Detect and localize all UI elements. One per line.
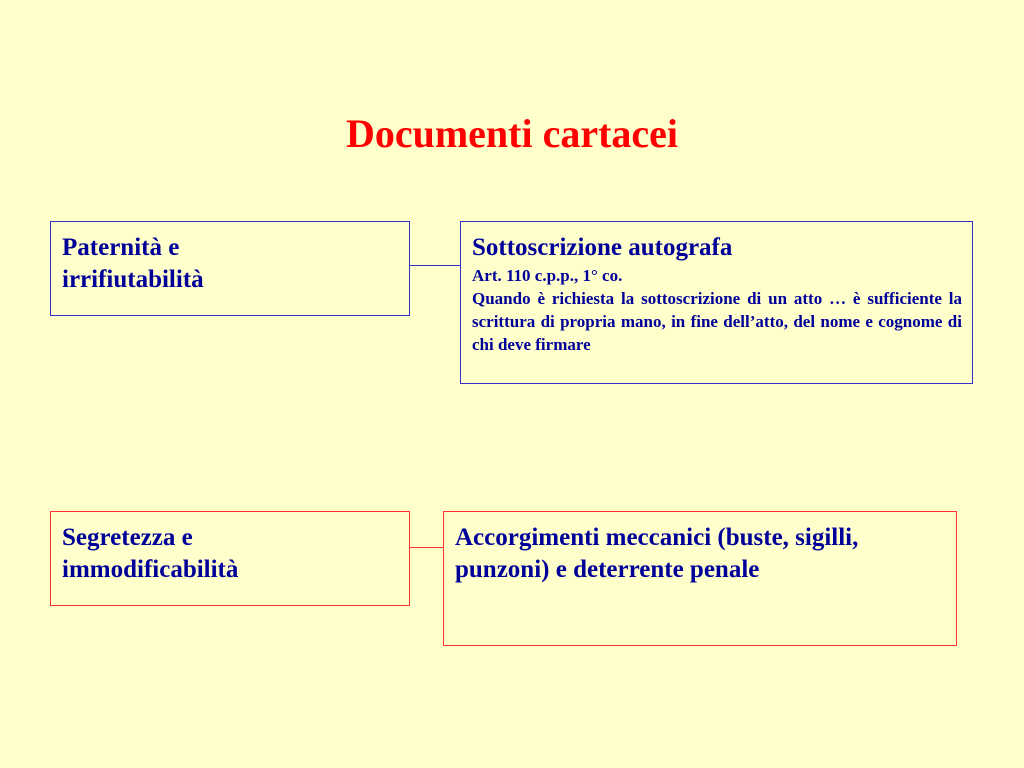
paternita-line-2: irrifiutabilità	[62, 266, 204, 293]
accorgimenti-text: Accorgimenti meccanici (buste, sigilli, punzoni) e deterrente penale	[455, 524, 859, 583]
segretezza-box	[50, 511, 410, 606]
sottoscrizione-text: Quando è richiesta la sottoscrizione di un atto … è sufficiente la scrittura di propria mano, in fine dell’atto, del nome e cognome di chi deve firmare	[472, 289, 962, 354]
paternita-line-1: Paternità e	[62, 234, 180, 261]
segretezza-line-1: Segretezza e	[62, 524, 193, 551]
accorgimenti-box	[443, 511, 957, 646]
sottoscrizione-heading: Sottoscrizione autografa	[472, 234, 733, 261]
sottoscrizione-box	[460, 221, 973, 384]
slide-title: Documenti cartacei	[345, 111, 679, 156]
segretezza-line-2: immodificabilità	[62, 556, 239, 583]
connector-line-top	[410, 265, 460, 266]
connector-line-bottom	[410, 547, 443, 548]
sottoscrizione-article: Art. 110 c.p.p., 1° co.	[472, 266, 623, 285]
paternita-box	[50, 221, 410, 316]
